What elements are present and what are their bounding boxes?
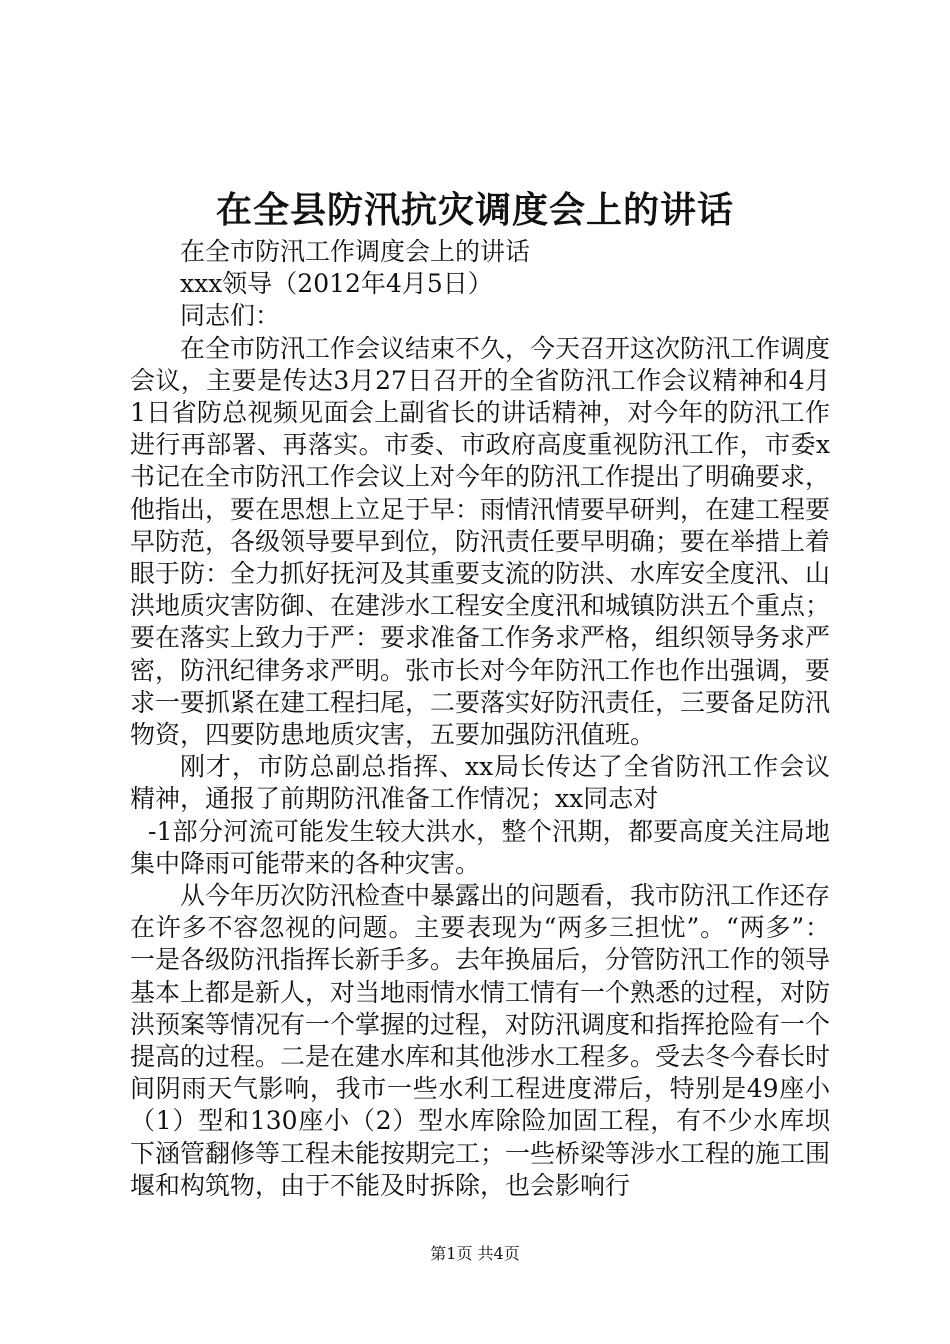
salutation: 同志们：: [180, 301, 281, 331]
body-paragraph: -1部分河流可能发生较大洪水，整个汛期，都要高度关注局地集中降雨可能带来的各种灾害。: [130, 816, 830, 878]
body-paragraph: 从今年历次防汛检查中暴露出的问题看，我市防汛工作还存在许多不容忽视的问题。主要表现为“两多三担忧”。“两多”：一是各级防汛指挥长新手多。去年换届后，分管防汛工作的领导基本上都是新人，对当地雨情水情工情有一个熟悉的过程，对防洪预案等情况有一个掌握的过程，对防汛调度和指挥抢险有一个提高的过程。二是在建水库和其他涉水工程多。受去冬今春长时间阴雨天气影响，我市一些水利工程进度滞后，特别是49座小（1）型和130座小（2）型水库除险加固工程，有不少水库坝下涵管翻修等工程未能按期完工；一些桥梁等涉水工程的施工围堰和构筑物，由于不能及时拆除，也会影响行: [130, 881, 831, 1200]
body-paragraph: 在全市防汛工作会议结束不久，今天召开这次防汛工作调度会议，主要是传达3月27日召开的全省防汛工作会议精神和4月1日省防总视频见面会上副省长的讲话精神，对今年的防汛工作进行再部署、再落实。市委、市政府高度重视防汛工作，市委x书记在全市防汛工作会议上对今年的防汛工作提出了明确要求，他指出，要在思想上立足于早：雨情汛情要早研判，在建工程要早防范，各级领导要早到位，防汛责任要早明确；要在举措上着眼于防：全力抓好抚河及其重要支流的防洪、水库安全度汛、山洪地质灾害防御、在建涉水工程安全度汛和城镇防洪五个重点；要在落实上致力于严：要求准备工作务求严格，组织领导务求严密，防汛纪律务求严明。张市长对今年防汛工作也作出强调，要求一要抓紧在建工程扫尾，二要落实好防汛责任，三要备足防汛物资，四要防患地质灾害，五要加强防汛值班。: [130, 333, 831, 750]
document-title: 在全县防汛抗灾调度会上的讲话: [215, 189, 734, 231]
page-number-footer: 第1页 共4页: [430, 1244, 520, 1263]
speaker-and-date: xxx领导（2012年4月5日）: [180, 269, 493, 299]
speech-subtitle: 在全市防汛工作调度会上的讲话: [180, 237, 531, 266]
body-paragraph: 刚才，市防总副总指挥、xx局长传达了全省防汛工作会议精神，通报了前期防汛准备工作情况；xx同志对: [130, 752, 830, 814]
document-body: [130, 236, 830, 1202]
